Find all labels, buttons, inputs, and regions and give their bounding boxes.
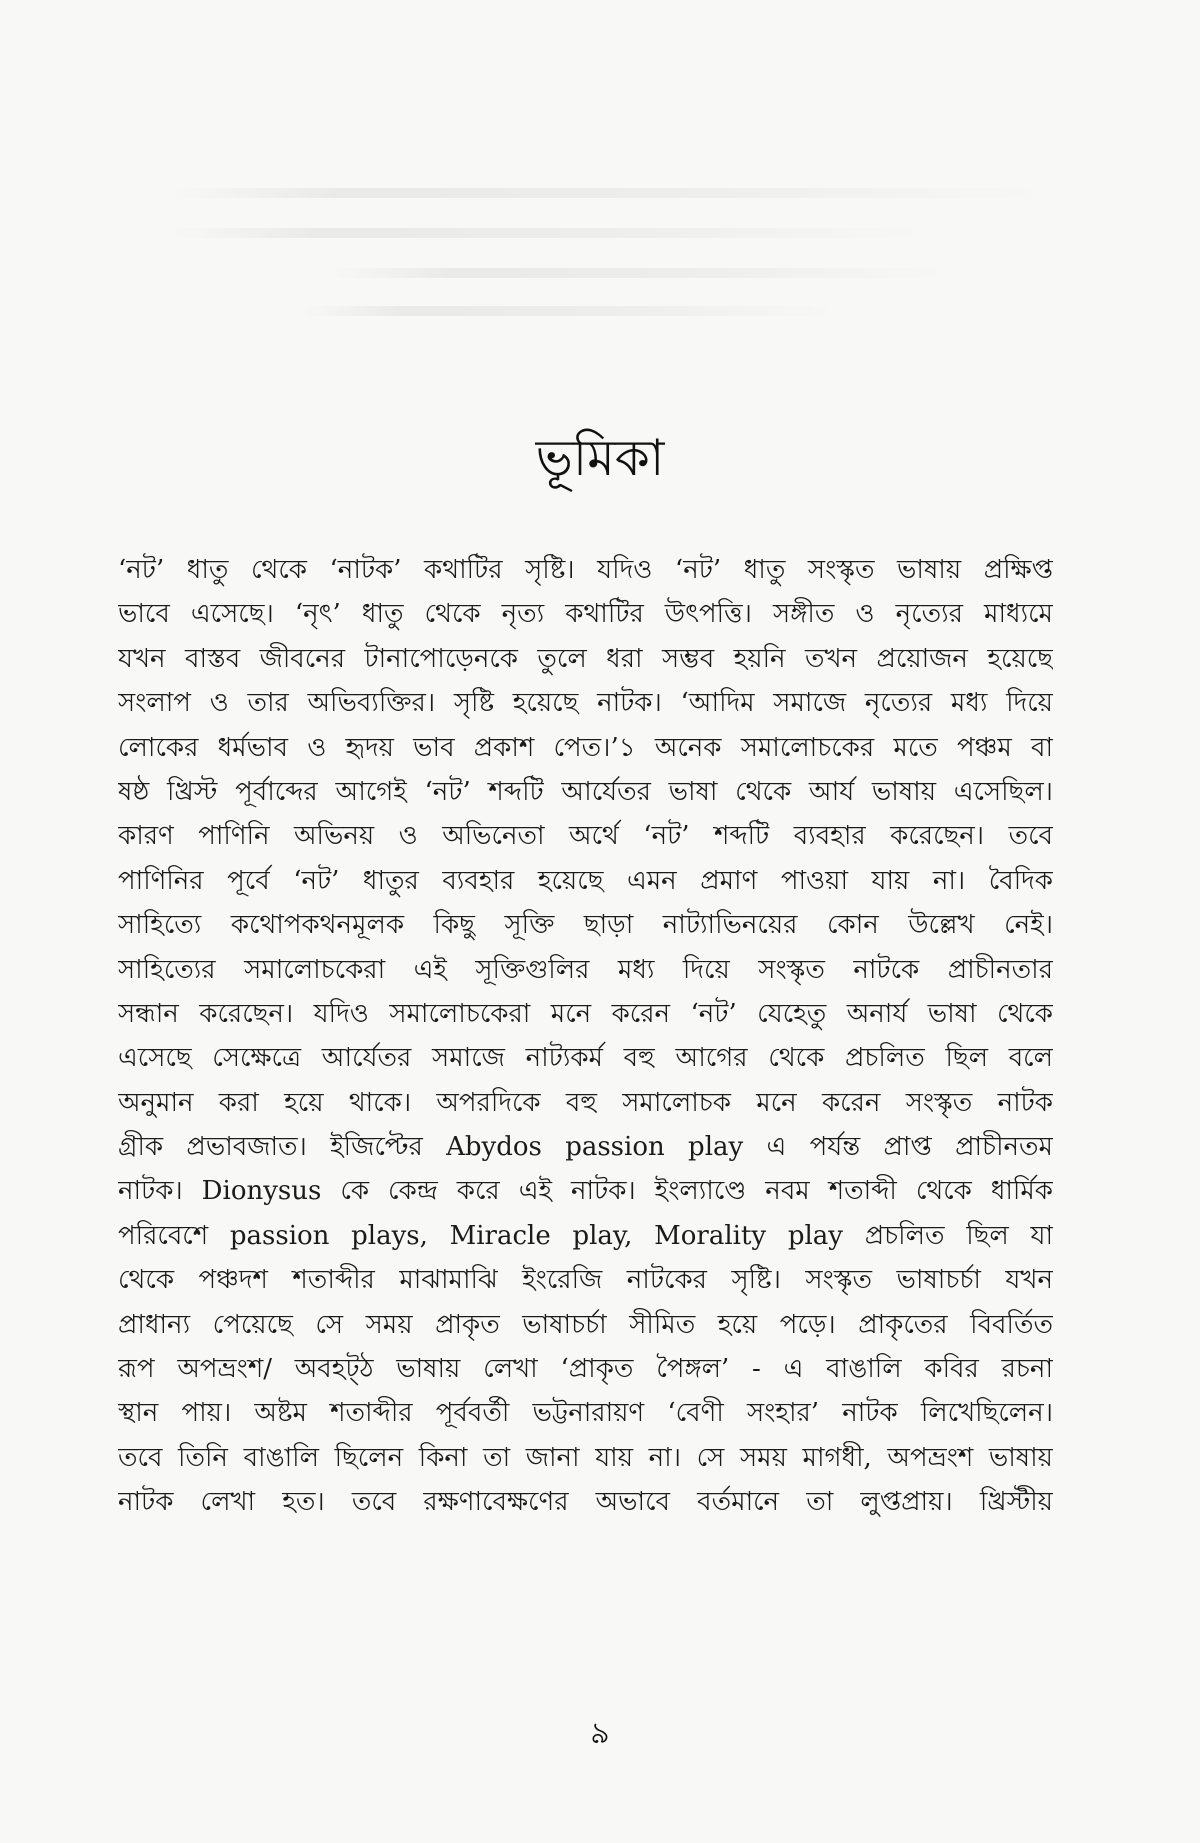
- show-through-mark: [330, 268, 950, 278]
- text-line: যখন বাস্তব জীবনের টানাপোড়েনকে তুলে ধরা সম্ভব হয়নি তখন প্রয়োজন হয়েছে: [118, 643, 1053, 674]
- text-line: স্থান পায়। অষ্টম শতাব্দীর পূর্ববর্তী ভট্টনারায়ণ ‘বেণী সংহার’ নাটক লিখেছিলেন।: [118, 1398, 1053, 1429]
- text-line: নাটক। Dionysus কে কেন্দ্র করে এই নাটক। ইংল্যাণ্ডে নবম শতাব্দী থেকে ধার্মিক: [118, 1176, 1053, 1207]
- text-line: পাণিনির পূর্বে ‘নট’ ধাতুর ব্যবহার হয়েছে এমন প্রমাণ পাওয়া যায় না। বৈদিক: [118, 865, 1053, 896]
- text-line: এসেছে সেক্ষেত্রে আর্যেতর সমাজে নাট্যকর্ম বহু আগের থেকে প্রচলিত ছিল বলে: [118, 1043, 1053, 1074]
- text-line: সাহিত্যে কথোপকথনমূলক কিছু সূক্তি ছাড়া নাট্যাভিনয়ের কোন উল্লেখ নেই।: [118, 910, 1053, 941]
- text-line: প্রাধান্য পেয়েছে সে সময় প্রাকৃত ভাষাচর্চা সীমিত হয়ে পড়ে। প্রাকৃতের বিবর্তিত: [118, 1309, 1053, 1340]
- text-line: কারণ পাণিনি অভিনয় ও অভিনেতা অর্থে ‘নট’ শব্দটি ব্যবহার করেছেন। তবে: [118, 821, 1053, 852]
- text-line: ‘নট’ ধাতু থেকে ‘নাটক’ কথাটির সৃষ্টি। যদিও ‘নট’ ধাতু সংস্কৃত ভাষায় প্রক্ষিপ্ত: [118, 555, 1053, 585]
- text-line: থেকে পঞ্চদশ শতাব্দীর মাঝামাঝি ইংরেজি নাটকের সৃষ্টি। সংস্কৃত ভাষাচর্চা যখন: [118, 1265, 1053, 1296]
- chapter-title: ভূমিকা: [535, 429, 665, 487]
- text-line: নাটক লেখা হত। তবে রক্ষণাবেক্ষণের অভাবে বর্তমানে তা লুপ্তপ্রায়। খ্রিস্টীয়: [118, 1487, 1053, 1518]
- text-line: পরিবেশে passion plays, Miracle play, Morality play প্রচলিত ছিল যা: [118, 1220, 1053, 1251]
- body-text: [118, 548, 1053, 1525]
- show-through-mark: [300, 306, 840, 316]
- text-line: তবে তিনি বাঙালি ছিলেন কিনা তা জানা যায় না। সে সময় মাগধী, অপভ্রংশ ভাষায়: [118, 1442, 1053, 1473]
- show-through-mark: [170, 188, 1050, 198]
- text-line: সাহিত্যের সমালোচকেরা এই সূক্তিগুলির মধ্য দিয়ে সংস্কৃত নাটকে প্রাচীনতার: [118, 954, 1053, 985]
- text-line: সন্ধান করেছেন। যদিও সমালোচকেরা মনে করেন ‘নট’ যেহেতু অনার্য ভাষা থেকে: [118, 998, 1053, 1029]
- show-through-mark: [170, 228, 930, 238]
- text-line: ভাবে এসেছে। ‘নৃৎ’ ধাতু থেকে নৃত্য কথাটির উৎপত্তি। সঙ্গীত ও নৃত্যের মাধ্যমে: [118, 599, 1053, 630]
- text-line: লোকের ধর্মভাব ও হৃদয় ভাব প্রকাশ পেত।’১ অনেক সমালোচকের মতে পঞ্চম বা: [118, 732, 1053, 763]
- text-line: সংলাপ ও তার অভিব্যক্তির। সৃষ্টি হয়েছে নাটক। ‘আদিম সমাজে নৃত্যের মধ্য দিয়ে: [118, 688, 1053, 719]
- text-line: অনুমান করা হয়ে থাকে। অপরদিকে বহু সমালোচক মনে করেন সংস্কৃত নাটক: [118, 1087, 1053, 1118]
- text-line: ষষ্ঠ খ্রিস্ট পূর্বাব্দের আগেই ‘নট’ শব্দটি আর্যেতর ভাষা থেকে আর্য ভাষায় এসেছিল।: [118, 776, 1053, 807]
- text-line: গ্রীক প্রভাবজাত। ইজিপ্টের Abydos passion play এ পর্যন্ত প্রাপ্ত প্রাচীনতম: [118, 1132, 1053, 1163]
- page-number: ৯: [590, 1716, 610, 1751]
- text-line: রূপ অপভ্রংশ/ অবহট্ঠ ভাষায় লেখা ‘প্রাকৃত পৈঙ্গল’ - এ বাঙালি কবির রচনা: [118, 1354, 1053, 1385]
